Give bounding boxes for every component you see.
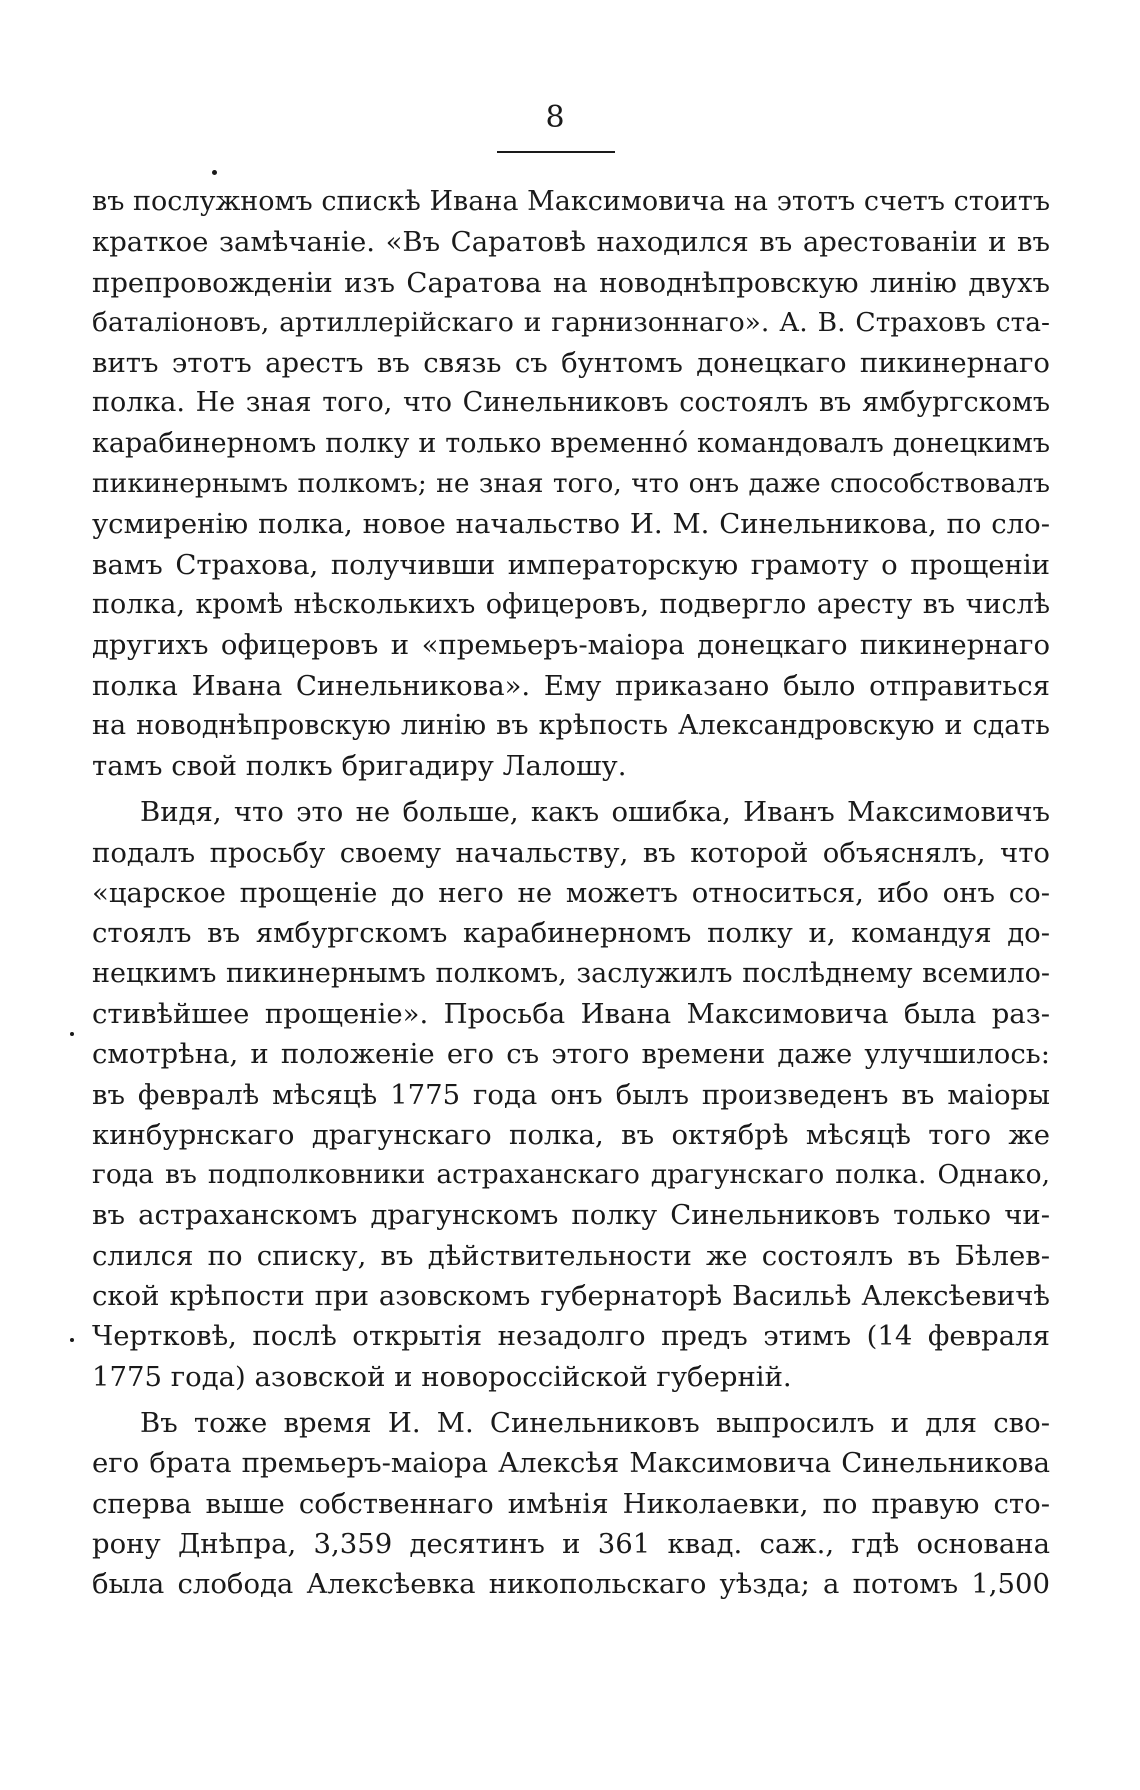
text-line: года въ подполковники астраханскаго драгунскаго полка. Однако, <box>92 1159 1050 1191</box>
text-line: Видя, что это не больше, какъ ошибка, Иванъ Максимовичъ <box>140 796 1050 829</box>
text-line: 1775 года) азовской и новороссійской губерній. <box>92 1360 792 1393</box>
text-line: въ послужномъ спискѣ Ивана Максимовича на этотъ счетъ стоитъ <box>92 186 1050 217</box>
print-speck <box>212 170 217 175</box>
paragraph-1 <box>92 182 1050 786</box>
text-line: баталіоновъ, артиллерійскаго и гарнизоннаго». А. В. Страховъ ста- <box>92 306 1050 338</box>
page-number: 8 <box>545 100 565 135</box>
text-line: кинбурнскаго драгунскаго полка, въ октябрѣ мѣсяцѣ того же <box>92 1118 1050 1151</box>
paragraph-2 <box>92 792 1050 1396</box>
text-line: въ астраханскомъ драгунскомъ полку Синельниковъ только чи- <box>92 1199 1050 1232</box>
text-line: пикинернымъ полкомъ; не зная того, что онъ даже способствовалъ <box>92 468 1050 500</box>
text-line: нецкимъ пикинернымъ полкомъ, заслужилъ послѣднему всемило- <box>92 957 1050 989</box>
text-line: ской крѣпости при азовскомъ губернаторѣ Васильѣ Алексѣевичѣ <box>92 1280 1050 1313</box>
text-line: усмиренію полка, новое начальство И. М. Синельникова, по сло- <box>92 508 1050 541</box>
text-line: была слобода Алексѣевка никопольскаго уѣзда; а потомъ 1,500 <box>92 1568 1050 1601</box>
text-line: препровожденіи изъ Саратова на новоднѣпровскую линію двухъ <box>92 266 1050 299</box>
text-line: рону Днѣпра, 3,359 десятинъ и 361 квад. саж., гдѣ основана <box>92 1527 1050 1560</box>
paragraph-3 <box>92 1403 1050 1604</box>
text-line: сперва выше собственнаго имѣнія Николаевки, по правую сто- <box>92 1487 1050 1520</box>
text-line: подалъ просьбу своему начальству, въ которой объяснялъ, что <box>92 836 1050 869</box>
text-line: краткое замѣчаніе. «Въ Саратовѣ находился въ арестованіи и въ <box>92 226 1050 259</box>
text-line: Чертковѣ, послѣ открытія незадолго предъ этимъ (14 февраля <box>92 1320 1050 1353</box>
text-line: полка, кромѣ нѣсколькихъ офицеровъ, подвергло аресту въ числѣ <box>92 588 1050 620</box>
text-line: смотрѣна, и положеніе его съ этого времени даже улучшилось: <box>92 1038 1050 1071</box>
page-number-rule <box>497 151 615 153</box>
text-line: витъ этотъ арестъ въ связь съ бунтомъ донецкаго пикинернаго <box>92 347 1050 380</box>
body-text <box>92 182 1050 1604</box>
text-line: вамъ Страхова, получивши императорскую грамоту о прощеніи <box>92 548 1050 581</box>
text-line: полка. Не зная того, что Синельниковъ состоялъ въ ямбургскомъ <box>92 387 1050 419</box>
print-speck <box>70 1032 74 1036</box>
text-line: слился по списку, въ дѣйствительности же состоялъ въ Бѣлев- <box>92 1239 1050 1272</box>
text-line: стоялъ въ ямбургскомъ карабинерномъ полку и, командуя до- <box>92 917 1050 950</box>
text-line: Въ тоже время И. М. Синельниковъ выпросилъ и для сво- <box>140 1406 1050 1439</box>
text-line: другихъ офицеровъ и «премьеръ-маіора донецкаго пикинернаго <box>92 629 1050 662</box>
text-line: полка Ивана Синельникова». Ему приказано было отправиться <box>92 669 1050 702</box>
text-line: его брата премьеръ-маіора Алексѣя Максимовича Синельникова <box>92 1447 1050 1480</box>
text-line: на новоднѣпровскую линію въ крѣпость Александровскую и сдать <box>92 709 1050 741</box>
text-line: въ февралѣ мѣсяцѣ 1775 года онъ былъ произведенъ въ маіоры <box>92 1078 1050 1111</box>
text-line: карабинерномъ полку и только временнó командовалъ донецкимъ <box>92 427 1050 459</box>
text-line: стивѣйшее прощеніе». Просьба Ивана Максимовича была раз- <box>92 997 1050 1030</box>
text-line: «царское прощеніе до него не можетъ относиться, ибо онъ со- <box>92 877 1050 910</box>
text-line: тамъ свой полкъ бригадиру Лалошу. <box>92 750 627 783</box>
print-speck <box>70 1338 74 1342</box>
